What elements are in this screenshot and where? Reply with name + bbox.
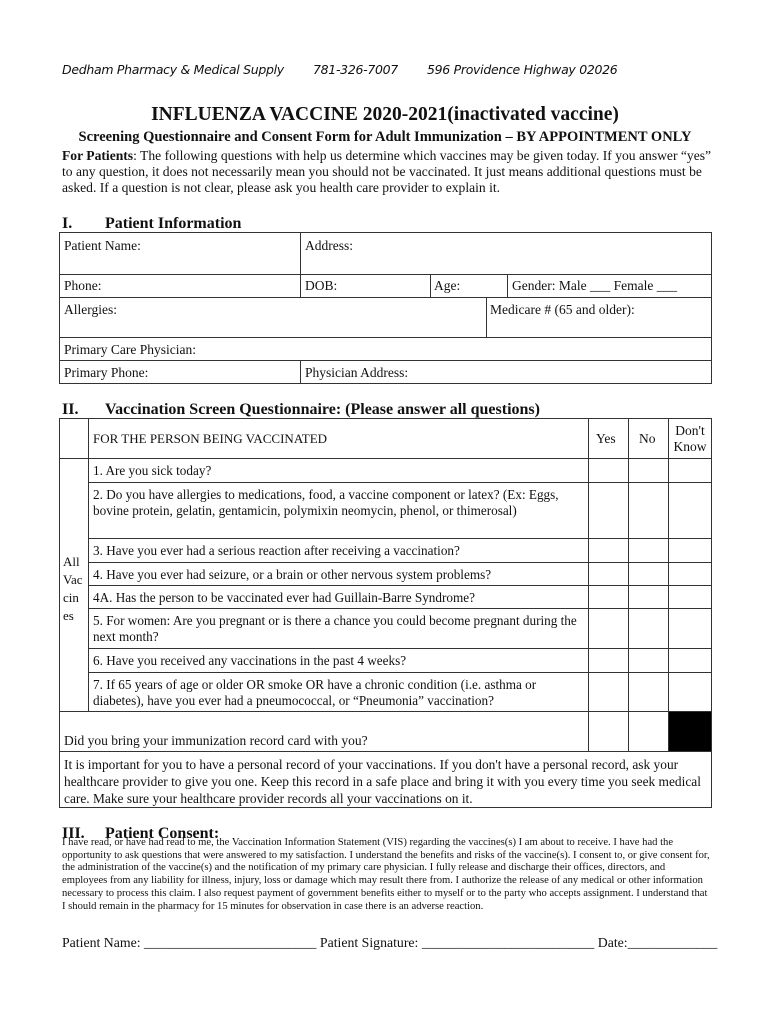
pharmacy-name: Dedham Pharmacy & Medical Supply (62, 62, 284, 77)
answer-yes-cell[interactable] (589, 712, 628, 751)
gender-field[interactable]: Gender: Male ___ Female ___ (512, 278, 677, 293)
answer-dont-know-cell[interactable] (669, 649, 711, 672)
question-1: 1. Are you sick today? (93, 463, 212, 478)
record-card-note: It is important for you to have a personal record of your vaccinations. If you don't have a personal record, ask your healthcare provider to give you one. Keep this record in a safe place and bring it with you every time you seek medical care. Make sure your healthcare provider records all your vaccinations on it. (64, 757, 701, 806)
section1-title: Patient Information (105, 215, 242, 232)
all-vaccines-side-label: All Vac cin es (63, 554, 83, 623)
intro-paragraph (62, 148, 712, 196)
allergies-field[interactable]: Allergies: (64, 302, 117, 317)
answer-dont-know-cell[interactable] (669, 586, 711, 608)
question-6: 6. Have you received any vaccinations in the past 4 weeks? (93, 653, 407, 668)
answer-no-cell[interactable] (629, 609, 668, 648)
consent-text: I have read, or have had read to me, the Vaccination Information Statement (VIS) regarding the vaccines(s) I am about to receive. I have had the opportunity to ask questions that were answered to my satisfaction. I understand the benefits and risks of the vaccine(s). I consent to, or give consent for, the administration of the vaccine(s) and the notification of my primary care physician. I fully release and discharge their offices, directors, and employees from any liability for illness, injury, loss or damage which may result there from. I authorize the release of any medical or other information necessary to process this claim. I also request payment of government benefits either to myself or to the party who accepts assignment. I understand that I should remain in the pharmacy for 15 minutes for observation in case there is an adverse reaction. (62, 837, 710, 912)
intro-text: : The following questions with help us determine which vaccines may be given today. If you answer “yes” to any question, it does not necessarily mean you should not be vaccinated. It just means additional questions must be asked. If a question is not clear, please ask you health care provider to explain it. (62, 148, 712, 195)
page-subtitle: Screening Questionnaire and Consent Form for Adult Immunization – BY APPOINTMENT ONLY (78, 129, 692, 145)
answer-dont-know-cell[interactable] (669, 609, 711, 648)
medicare-field[interactable]: Medicare # (65 and older): (490, 302, 635, 317)
physician-address-field[interactable]: Physician Address: (305, 365, 409, 380)
answer-yes-cell[interactable] (589, 483, 628, 538)
question-4: 4. Have you ever had seizure, or a brain or other nervous system problems? (93, 567, 492, 582)
section1-number: I. (62, 215, 73, 232)
answer-no-cell[interactable] (629, 712, 668, 751)
answer-no-cell[interactable] (629, 539, 668, 562)
answer-dont-know-cell[interactable] (669, 673, 711, 711)
primary-phone-field[interactable]: Primary Phone: (64, 365, 149, 380)
pharmacy-phone: 781-326-7007 (313, 62, 398, 77)
answer-yes-cell[interactable] (589, 563, 628, 585)
question-3: 3. Have you ever had a serious reaction after receiving a vaccination? (93, 543, 460, 558)
section3-number: III. (62, 825, 85, 842)
patient-name-field[interactable]: Patient Name: (64, 238, 141, 253)
page-title: INFLUENZA VACCINE 2020-2021(inactivated vaccine) (151, 104, 619, 125)
answer-dont-know-cell[interactable] (669, 459, 711, 482)
answer-no-cell[interactable] (629, 586, 668, 608)
question-2: 2. Do you have allergies to medications, food, a vaccine component or latex? (Ex: Eggs, bovine protein, gelatin, gentamicin, polymixin neomycin, phenol, or thimerosal) (93, 487, 559, 518)
age-field[interactable]: Age: (434, 278, 461, 293)
answer-no-cell[interactable] (629, 563, 668, 585)
section3-title: Patient Consent: (105, 825, 220, 842)
question-7: 7. If 65 years of age or older OR smoke OR have a chronic condition (i.e. asthma or diabetes), have you ever had a pneumococcal, or “Pneumonia” vaccination? (93, 677, 537, 708)
answer-dont-know-cell[interactable] (669, 539, 711, 562)
answer-yes-cell[interactable] (589, 673, 628, 711)
section2-title: Vaccination Screen Questionnaire: (Please answer all questions) (105, 401, 540, 418)
answer-yes-cell[interactable] (589, 609, 628, 648)
answer-dont-know-cell[interactable] (669, 563, 711, 585)
pharmacy-address: 596 Providence Highway 02026 (427, 62, 618, 77)
phone-field[interactable]: Phone: (64, 278, 102, 293)
answer-yes-cell[interactable] (589, 539, 628, 562)
answer-no-cell[interactable] (629, 459, 668, 482)
question-5: 5. For women: Are you pregnant or is there a chance you could become pregnant during the next month? (93, 613, 577, 644)
answer-yes-cell[interactable] (589, 586, 628, 608)
answer-no-cell[interactable] (629, 673, 668, 711)
pcp-field[interactable]: Primary Care Physician: (64, 342, 196, 357)
section2-number: II. (62, 401, 79, 418)
answer-yes-cell[interactable] (589, 459, 628, 482)
dont-know-column-header: Don't Know (673, 423, 707, 454)
answer-no-cell[interactable] (629, 649, 668, 672)
answer-dont-know-cell[interactable] (669, 483, 711, 538)
answer-no-cell[interactable] (629, 483, 668, 538)
no-column-header: No (639, 431, 656, 446)
yes-column-header: Yes (596, 431, 616, 446)
questionnaire-header-label: FOR THE PERSON BEING VACCINATED (93, 431, 328, 446)
question-4a: 4A. Has the person to be vaccinated ever had Guillain-Barre Syndrome? (93, 590, 475, 605)
record-card-question: Did you bring your immunization record card with you? (64, 733, 368, 748)
signature-line[interactable]: Patient Name: _________________________ Patient Signature: _________________________ Date:_____________ (62, 935, 718, 950)
blacked-out-cell (669, 712, 711, 751)
dob-field[interactable]: DOB: (305, 278, 338, 293)
intro-lead: For Patients (62, 148, 134, 163)
answer-yes-cell[interactable] (589, 649, 628, 672)
address-field[interactable]: Address: (305, 238, 353, 253)
